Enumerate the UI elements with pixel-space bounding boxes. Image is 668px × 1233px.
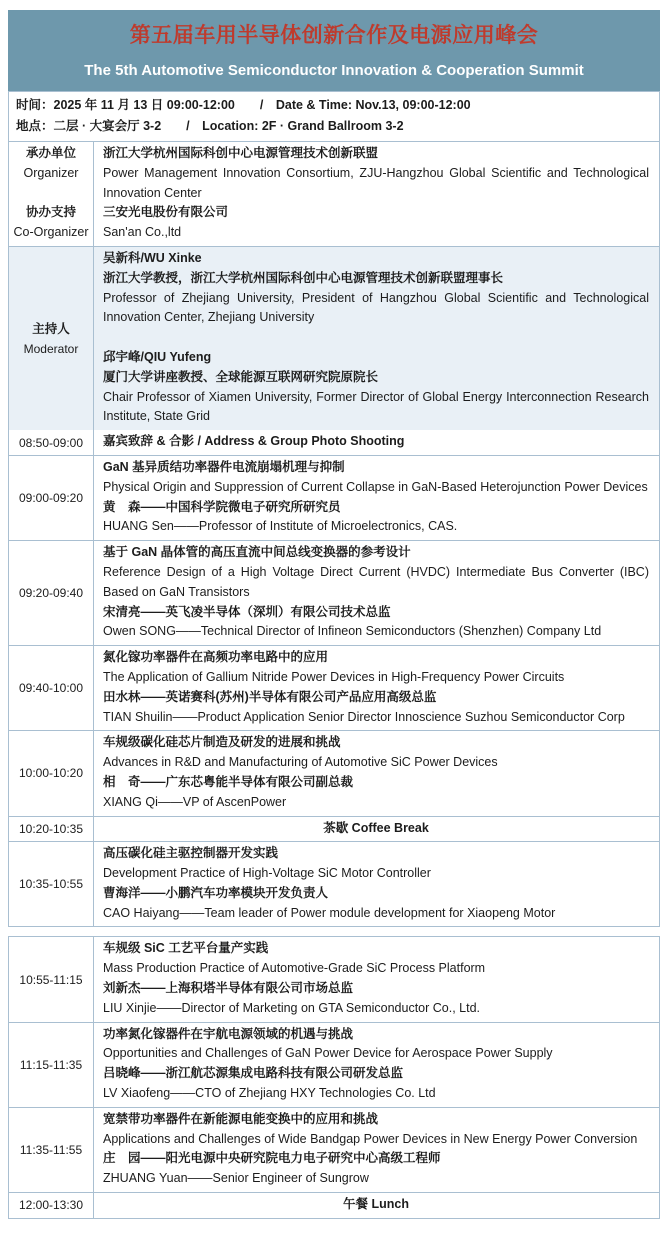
session-line: Physical Origin and Suppression of Current Collapse in GaN-Based Heterojunction Power Devices — [103, 479, 648, 494]
session-time-cell — [9, 842, 94, 926]
session-line: HUANG Sen——Professor of Institute of Microelectronics, CAS. — [103, 519, 458, 534]
session-time-cell — [9, 456, 94, 540]
sessions-block-2 — [8, 936, 660, 1218]
session-line: 田水林——英诺赛科(苏州)半导体有限公司产品应用高级总监 — [103, 689, 437, 704]
session-line: 黄 森——中国科学院微电子研究所研究员 — [103, 499, 341, 514]
session-time: 09:40-10:00 — [18, 681, 84, 696]
session-line: 氮化镓功率器件在高频功率电路中的应用 — [103, 650, 329, 665]
session-time: 09:00-09:20 — [18, 491, 84, 506]
summit-title-en: The 5th Automotive Semiconductor Innovation & Cooperation Summit — [84, 62, 584, 79]
session-content-cell — [94, 1193, 659, 1218]
meta-row — [9, 92, 659, 141]
session-line: CAO Haiyang——Team leader of Power module development for Xiaopeng Motor — [103, 905, 556, 920]
session-time: 11:35-11:55 — [19, 1142, 83, 1157]
organizer-label-cell — [9, 142, 94, 246]
session-time-cell — [9, 541, 94, 645]
session-line: Development Practice of High-Voltage SiC Motor Controller — [103, 866, 431, 881]
co-organizer-name-en: San'an Co.,ltd — [103, 225, 182, 240]
session-time: 10:55-11:15 — [19, 972, 83, 987]
session-row — [9, 455, 659, 540]
session-time: 11:15-11:35 — [19, 1057, 83, 1072]
session-row — [9, 1107, 659, 1192]
session-time: 12:00-13:30 — [18, 1198, 84, 1213]
session-line: 宽禁带功率器件在新能源电能变换中的应用和挑战 — [103, 1111, 379, 1126]
session-text: 茶歇 Coffee Break — [323, 820, 429, 835]
session-time-cell — [9, 1193, 94, 1218]
session-time-cell — [9, 646, 94, 730]
moderator-line: Professor of Zhejiang University, President of Hangzhou Global Scientific and Technological Innovation Center, Zhejiang University — [103, 290, 649, 325]
session-text: 嘉宾致辞 & 合影 / Address & Group Photo Shooting — [103, 434, 405, 449]
session-line: LV Xiaofeng——CTO of Zhejiang HXY Technologies Co. Ltd — [103, 1086, 436, 1101]
moderator-row — [9, 246, 659, 430]
meta-block — [9, 92, 478, 141]
session-row — [9, 540, 659, 645]
moderator-label-cell — [9, 247, 94, 430]
session-line: ZHUANG Yuan——Senior Engineer of Sungrow — [103, 1171, 369, 1186]
session-content-cell — [94, 541, 659, 645]
session-content-cell — [94, 1108, 659, 1192]
label-spacer — [9, 184, 93, 204]
session-line: 曹海洋——小鹏汽车功率模块开发负责人 — [103, 885, 329, 900]
agenda-table-main — [8, 91, 660, 927]
session-line: LIU Xinjie——Director of Marketing on GTA Semiconductor Co., Ltd. — [103, 1000, 481, 1015]
session-line: 相 奇——广东芯粤能半导体有限公司副总裁 — [103, 774, 354, 789]
session-content-cell — [94, 430, 659, 455]
session-time: 10:00-10:20 — [18, 766, 84, 781]
organizer-label-cn: 承办单位 — [25, 146, 76, 160]
co-organizer-label-cn: 协办支持 — [25, 205, 76, 220]
session-line: 庄 园——阳光电源中央研究院电力电子研究中心高级工程师 — [103, 1151, 441, 1166]
session-line: Mass Production Practice of Automotive-Grade SiC Process Platform — [103, 961, 486, 976]
session-time: 08:50-09:00 — [18, 435, 84, 450]
session-row — [9, 816, 659, 842]
session-content-cell — [94, 1023, 659, 1107]
summit-header — [8, 10, 660, 91]
co-organizer-name-cn: 三安光电股份有限公司 — [103, 205, 229, 220]
session-row — [9, 937, 659, 1021]
session-line: 宋清亮——英飞凌半导体（深圳）有限公司技术总监 — [103, 604, 391, 619]
session-line: TIAN Shuilin——Product Application Senior Director Innoscience Suzhou Semiconductor Corp — [103, 709, 625, 724]
session-line: XIANG Qi——VP of AscenPower — [103, 794, 287, 809]
organizer-row — [9, 141, 659, 246]
session-line: 车规级 SiC 工艺平台量产实践 — [103, 941, 269, 956]
session-content-cell — [94, 456, 659, 540]
session-line: Advances in R&D and Manufacturing of Automotive SiC Power Devices — [103, 755, 498, 770]
organizer-label-en: Organizer — [23, 165, 79, 180]
moderator-line — [103, 328, 649, 348]
session-line: Owen SONG——Technical Director of Infineon Semiconductors (Shenzhen) Company Ltd — [103, 624, 602, 639]
moderator-label-cn: 主持人 — [32, 321, 70, 336]
location-line: 地点：二层 · 大宴会厅 3-2 / Location: 2F · Grand Ballroom 3-2 — [16, 119, 404, 133]
moderator-line: 厦门大学讲座教授、全球能源互联网研究院原院长 — [103, 369, 379, 384]
session-time: 10:20-10:35 — [18, 821, 84, 836]
session-line: 基于 GaN 晶体管的高压直流中间总线变换器的参考设计 — [103, 545, 411, 560]
session-line: GaN 基异质结功率器件电流崩塌机理与抑制 — [103, 459, 345, 474]
moderator-label-en: Moderator — [23, 341, 79, 356]
session-time-cell — [9, 1108, 94, 1192]
session-time: 10:35-10:55 — [18, 877, 84, 892]
sessions-block-1 — [9, 430, 659, 926]
moderator-line: 吴新科/WU Xinke — [103, 250, 202, 265]
co-organizer-label-en: Co-Organizer — [13, 225, 89, 240]
session-row — [9, 730, 659, 815]
session-content-cell — [94, 817, 659, 842]
session-content-cell — [94, 842, 659, 926]
session-line: 吕晓峰——浙江航芯源集成电路科技有限公司研发总监 — [103, 1066, 404, 1081]
summit-title-cn: 第五届车用半导体创新合作及电源应用峰会 — [129, 24, 539, 47]
session-row — [9, 841, 659, 926]
moderator-line: Chair Professor of Xiamen University, Former Director of Global Energy Interconnection Research Institute, State Grid — [103, 389, 649, 424]
session-line: The Application of Gallium Nitride Power Devices in High-Frequency Power Circuits — [103, 669, 565, 684]
moderator-content-cell — [94, 247, 659, 430]
organizer-name-en: Power Management Innovation Consortium, ZJU-Hangzhou Global Scientific and Technological Innovation Center — [103, 165, 649, 200]
session-line: 高压碳化硅主驱控制器开发实践 — [103, 846, 279, 861]
session-content-cell — [94, 731, 659, 815]
session-time-cell — [9, 1023, 94, 1107]
session-line: 功率氮化镓器件在宇航电源领域的机遇与挑战 — [103, 1026, 354, 1041]
organizer-name-cn: 浙江大学杭州国际科创中心电源管理技术创新联盟 — [103, 146, 379, 160]
session-time-cell — [9, 731, 94, 815]
moderator-line: 浙江大学教授，浙江大学杭州国际科创中心电源管理技术创新联盟理事长 — [103, 270, 504, 285]
session-time-cell — [9, 817, 94, 842]
session-content-cell — [94, 646, 659, 730]
session-line: 车规级碳化硅芯片制造及研发的进展和挑战 — [103, 735, 341, 750]
session-row — [9, 1022, 659, 1107]
organizer-content-cell — [94, 142, 659, 246]
session-row — [9, 1192, 659, 1218]
session-line: Opportunities and Challenges of GaN Power Device for Aerospace Power Supply — [103, 1046, 553, 1061]
session-content-cell — [94, 937, 659, 1021]
session-line: Reference Design of a High Voltage Direct Current (HVDC) Intermediate Bus Converter (IBC) Based on GaN Transistors — [103, 564, 649, 599]
session-row — [9, 430, 659, 455]
session-line: 刘新杰——上海积塔半导体有限公司市场总监 — [103, 981, 354, 996]
session-time: 09:20-09:40 — [18, 586, 84, 601]
session-row — [9, 645, 659, 730]
datetime-line: 时间：2025 年 11 月 13 日 09:00-12:00 / Date & Time: Nov.13, 09:00-12:00 — [16, 98, 471, 112]
session-time-cell — [9, 937, 94, 1021]
session-time-cell — [9, 430, 94, 455]
moderator-line: 邱宇峰/QIU Yufeng — [103, 349, 212, 364]
session-text: 午餐 Lunch — [343, 1197, 409, 1212]
session-line: Applications and Challenges of Wide Bandgap Power Devices in New Energy Power Conversion — [103, 1131, 638, 1146]
